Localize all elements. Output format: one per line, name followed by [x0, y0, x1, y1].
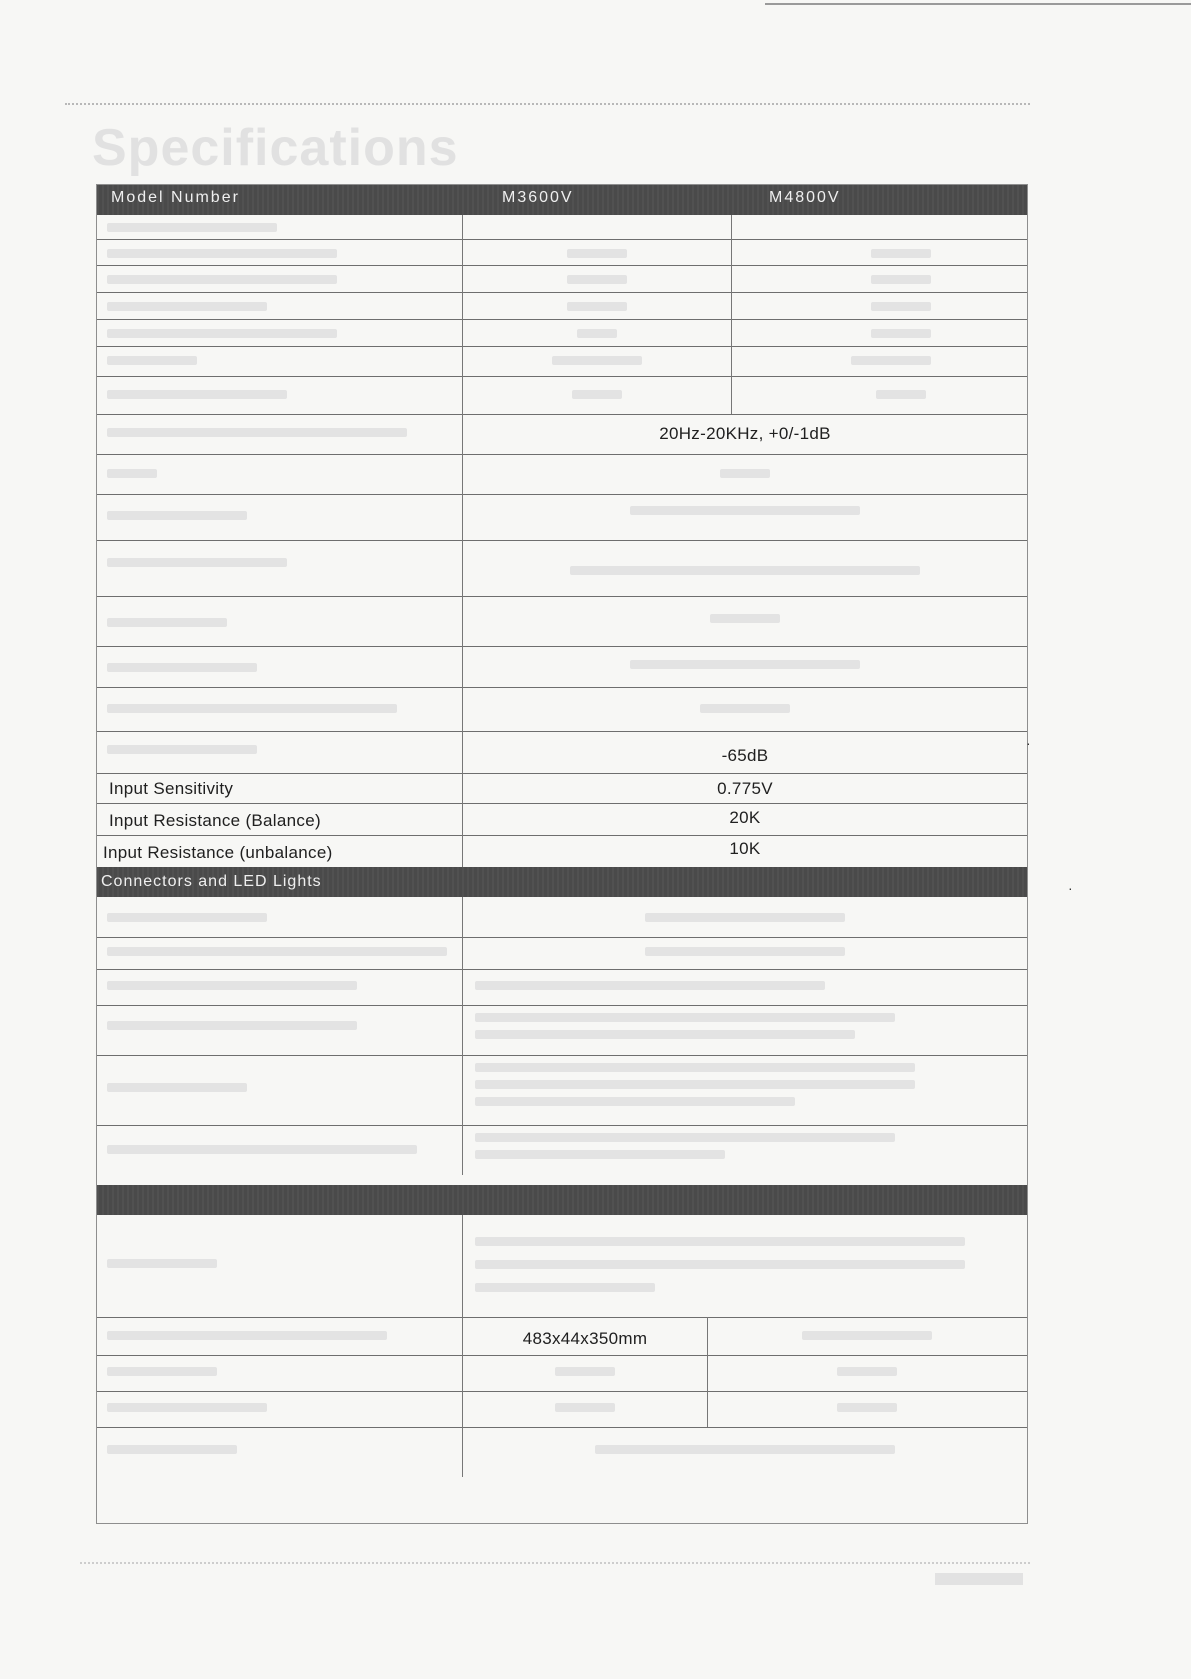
table-row [97, 1427, 1027, 1477]
table-row [97, 376, 1027, 415]
table-row [97, 937, 1027, 970]
table-row [97, 239, 1027, 266]
table-row [97, 414, 1027, 455]
table-row [97, 1005, 1027, 1056]
footer-rule [80, 1562, 1030, 1564]
table-row [97, 731, 1027, 774]
table-row [97, 835, 1027, 867]
input-resistance-unbalance-label: Input Resistance (unbalance) [103, 843, 333, 862]
stray-mark: · [1026, 735, 1031, 751]
table-row [97, 1215, 1027, 1318]
page-title: Specifications [92, 119, 459, 177]
spec-table [96, 184, 1028, 1524]
section-connectors [97, 867, 1027, 897]
table-row [97, 215, 1027, 240]
table-row [97, 346, 1027, 377]
table-row [97, 803, 1027, 836]
table-row [97, 1355, 1027, 1392]
table-row [97, 292, 1027, 320]
page-footer [935, 1573, 1023, 1585]
crosstalk-value: -65dB [721, 746, 769, 765]
input-resistance-balance-label: Input Resistance (Balance) [109, 811, 321, 830]
table-row [97, 897, 1027, 938]
input-resistance-balance-value: 20K [729, 808, 761, 827]
table-row [97, 265, 1027, 293]
table-row [97, 773, 1027, 804]
scan-edge-line [765, 3, 1191, 5]
input-resistance-unbalance-value: 10K [729, 839, 761, 858]
section-general [97, 1185, 1027, 1215]
table-header [97, 185, 1027, 215]
table-row [97, 969, 1027, 1006]
table-row [97, 1391, 1027, 1428]
input-sensitivity-value: 0.775V [717, 779, 773, 798]
table-row [97, 646, 1027, 688]
table-row [97, 687, 1027, 732]
table-row [97, 1125, 1027, 1175]
table-row [97, 1317, 1027, 1356]
input-sensitivity-label: Input Sensitivity [109, 779, 234, 798]
dimensions-value-model-1: 483x44x350mm [522, 1329, 648, 1348]
header-model-2: M4800V [769, 189, 841, 206]
header-rule [65, 103, 1030, 105]
table-row [97, 540, 1027, 597]
table-row [97, 319, 1027, 347]
table-row [97, 494, 1027, 541]
table-row [97, 1055, 1027, 1126]
stray-mark: · [1068, 880, 1073, 896]
header-model-1: M3600V [502, 189, 574, 206]
header-model-number: Model Number [111, 189, 240, 206]
frequency-response-value: 20Hz-20KHz, +0/-1dB [659, 424, 831, 443]
table-row [97, 596, 1027, 647]
section-connectors-title: Connectors and LED Lights [101, 873, 322, 890]
table-row [97, 454, 1027, 495]
